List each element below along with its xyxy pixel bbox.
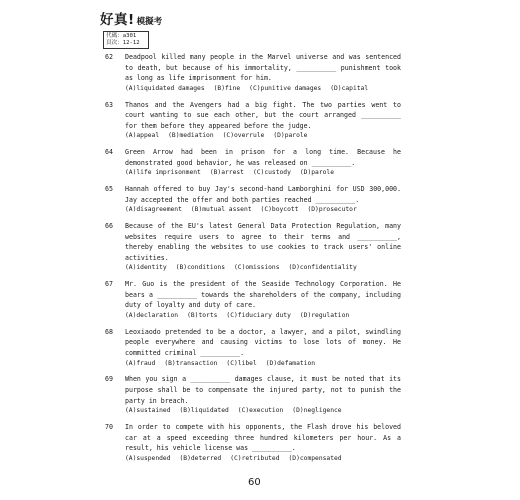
option-row [125,406,401,417]
option-row [125,263,401,274]
question-number: 69 [105,375,113,384]
question-stem: When you sign a __________ damages clause, it must be noted that its purpose shall be to compensate the injured party, not to punish the party in breach. [125,375,401,405]
question-number: 67 [105,280,113,289]
option-c: (C)libel [226,359,257,367]
question-stem: Mr. Guo is the president of the Seaside Technology Corporation. He bears a __________ towards the shareholders of the company, including duty of loyalty and duty of care. [125,280,401,310]
option-d: (D)negligence [292,407,342,415]
code-line: 代碼：a301 [106,33,137,39]
question-67 [103,279,401,321]
code-box [103,31,149,49]
question-stem: Deadpool killed many people in the Marvel universe and was sentenced to death, but because of his immortality, __________ punishment took as long as life imprisonment for him. [125,53,401,83]
option-c: (C)overrule [222,132,265,140]
option-c: (C)punitive damages [249,84,322,92]
question-65 [103,184,401,216]
option-row [125,454,401,465]
option-d: (D)regulation [299,312,350,319]
question-list [103,52,401,469]
option-c: (C)execution [237,407,284,415]
option-c: (C)boycott [260,206,299,214]
option-a: (A)declaration [125,312,179,319]
option-c: (C)omissions [234,264,280,272]
option-d: (D)capital [330,84,369,92]
page-number: 60 [248,477,261,488]
option-c: (C)custody [252,169,291,177]
question-66 [103,221,401,274]
brand-subtitle: 模擬考 [136,17,163,27]
option-d: (D)defamation [265,359,316,367]
option-a: (A)appeal [125,132,160,140]
option-a: (A)fraud [125,359,156,367]
option-a: (A)disagreement [125,206,182,214]
option-row [125,168,401,179]
option-a: (A)life imprisonment [125,169,201,177]
option-b: (B)transaction [164,359,218,367]
question-number: 70 [105,422,113,431]
option-row [125,84,401,95]
option-b: (B)mutual assent [190,206,252,214]
question-stem: Leoxiaodo pretended to be a doctor, a lawyer, and a pilot, swindling people everywhere and causing victims to lose lots of money. He committed criminal __________. [125,327,401,357]
option-b: (B)deterred [179,454,222,462]
option-b: (B)liquidated [179,407,229,415]
question-stem: Because of the EU's latest General Data Protection Regulation, many websites require users to agree to their terms and __________, thereby enabling the websites to use cookies to track users' online activities. [125,222,401,262]
option-d: (D)compensated [288,454,342,462]
option-d: (D)confidentiality [288,264,357,272]
question-number: 68 [105,327,113,336]
option-row [125,131,401,142]
question-64 [103,147,401,179]
question-68 [103,327,401,369]
option-c: (C)fiduciary duty [226,312,291,319]
question-stem: Green Arrow had been in prison for a long time. Because he demonstrated good behavior, he was released on __________. [125,148,401,167]
option-a: (A)suspended [125,454,171,462]
option-d: (D)parole [299,169,334,177]
question-stem: Thanos and the Avengers had a big fight. The two parties went to court wanting to sue each other, but the court arranged __________ for them before they appeared before the judge. [125,100,401,130]
question-number: 62 [105,53,113,61]
option-row [125,359,401,370]
option-b: (B)torts [187,312,218,319]
question-62 [103,52,401,94]
question-stem: Hannah offered to buy Jay's second-hand Lamborghini for USD 300,000. Jay accepted the offer and both parties reached __________. [125,185,401,204]
page-range-line: 頁次：12-12 [106,40,140,46]
option-a: (A)sustained [125,407,171,415]
option-d: (D)prosecutor [307,206,357,214]
option-row [125,205,401,216]
question-stem: In order to compete with his opponents, the Flash drove his beloved car at a speed exceeding three hundred kilometers per hour. As a result, his vehicle license was __________. [125,422,401,453]
option-row [125,311,401,322]
option-c: (C)retributed [230,454,280,462]
option-a: (A)identity [125,264,167,272]
question-number: 66 [105,222,113,231]
option-b: (B)mediation [168,132,214,140]
page-header [100,8,162,26]
option-d: (D)parole [273,132,308,140]
option-b: (B)fine [213,84,241,92]
question-69 [103,374,401,416]
brand-title: 好真! [100,12,135,28]
question-number: 64 [105,148,113,157]
option-b: (B)arrest [209,169,244,177]
question-number: 63 [105,100,113,109]
question-70 [103,422,401,464]
question-63 [103,100,401,142]
option-a: (A)liquidated damages [125,84,205,92]
option-b: (B)conditions [175,264,225,272]
question-number: 65 [105,185,113,194]
